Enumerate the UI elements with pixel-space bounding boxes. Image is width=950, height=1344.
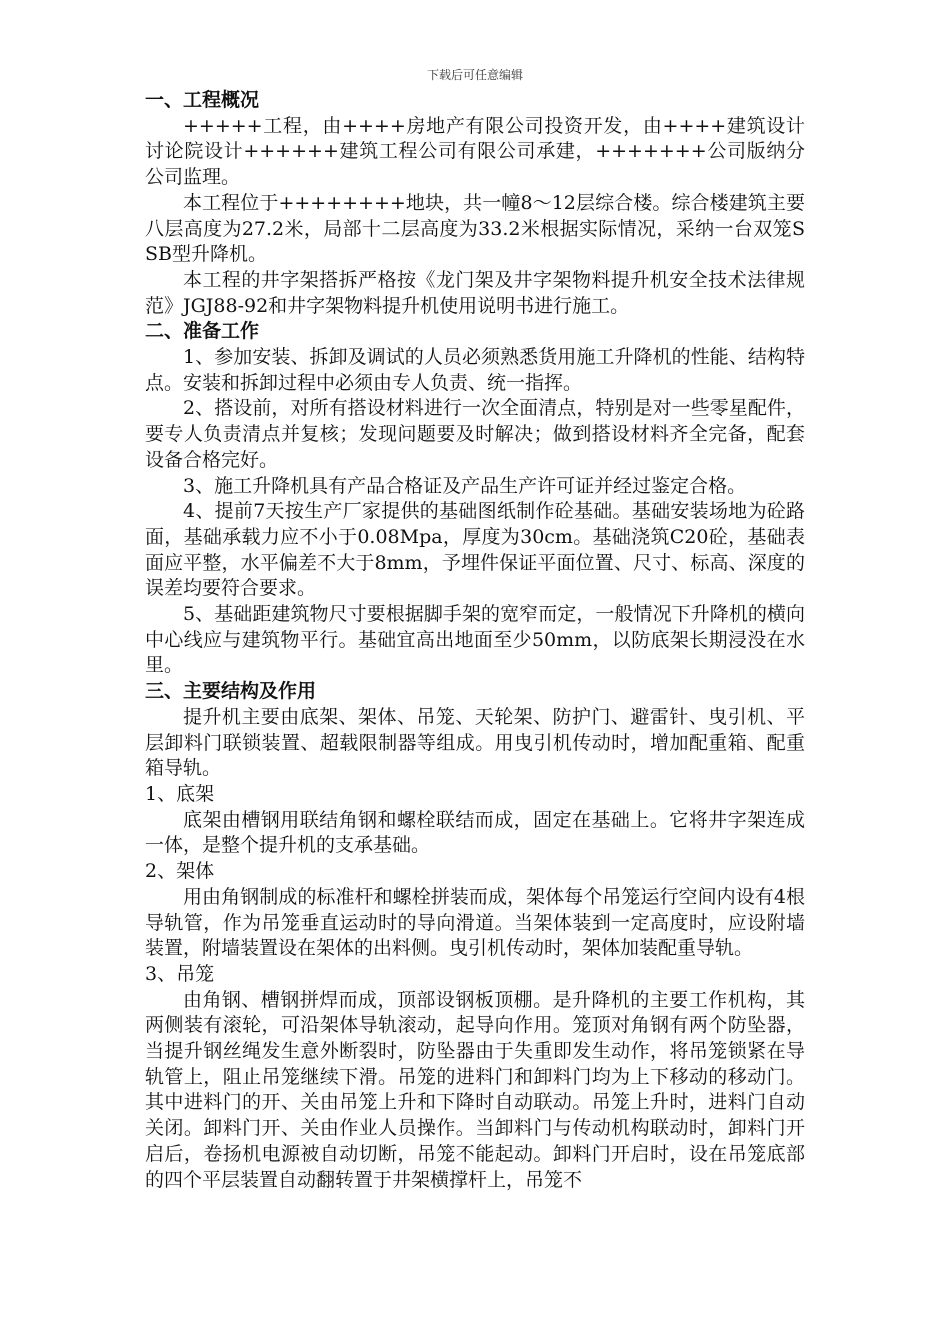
paragraph: 底架由槽钢用联结角钢和螺栓联结而成，固定在基础上。它将井字架连成一体，是整个提升机的支承基础。	[145, 808, 805, 857]
subsection-heading-cage: 3、吊笼	[145, 962, 215, 985]
paragraph: +++++工程，由++++房地产有限公司投资开发，由++++建筑设计讨论院设计++++++建筑工程公司有限公司承建，+++++++公司版纳分公司监理。	[145, 114, 805, 189]
document-body	[145, 88, 805, 1193]
paragraph: 由角钢、槽钢拼焊而成，顶部设钢板顶棚。是升降机的主要工作机构，其两侧装有滚轮，可沿架体导轨滚动，起导向作用。笼顶对角钢有两个防坠器，当提升钢丝绳发生意外断裂时，防坠器由于失重即发生动作，将吊笼锁紧在导轨管上，阻止吊笼继续下滑。吊笼的进料门和卸料门均为上下移动的移动门。其中进料门的开、关由吊笼上升和下降时自动联动。吊笼上升时，进料门自动关闭。卸料门开、关由作业人员操作。当卸料门与传动机构联动时，卸料门开启后，卷扬机电源被自动切断，吊笼不能起动。卸料门开启时，设在吊笼底部的四个平层装置自动翻转置于井架横撑杆上，吊笼不	[145, 988, 805, 1191]
paragraph: 用由角钢制成的标准杆和螺栓拼装而成，架体每个吊笼运行空间内设有4根导轨管，作为吊笼垂直运动时的导向滑道。当架体装到一定高度时，应设附墙装置，附墙装置设在架体的出料侧。曳引机传动时，架体加装配重导轨。	[145, 885, 805, 960]
paragraph: 1、参加安装、拆卸及调试的人员必须熟悉货用施工升降机的性能、结构特点。安装和拆卸过程中必须由专人负责、统一指挥。	[145, 346, 805, 394]
paragraph: 本工程位于++++++++地块，共一幢8～12层综合楼。综合楼建筑主要八层高度为27.2米，局部十二层高度为33.2米根据实际情况，采纳一台双笼SSB型升降机。	[145, 191, 805, 266]
paragraph: 5、基础距建筑物尺寸要根据脚手架的宽窄而定，一般情况下升降机的横向中心线应与建筑物平行。基础宜高出地面至少50mm，以防底架长期浸没在水里。	[145, 603, 805, 677]
subsection-heading-base-frame: 1、底架	[145, 782, 215, 805]
paragraph: 2、搭设前，对所有搭设材料进行一次全面清点，特别是对一些零星配件，要专人负责清点并复核；发现问题要及时解决；做到搭设材料齐全完备，配套设备合格完好。	[145, 397, 805, 471]
subsection-heading-frame-body: 2、架体	[145, 860, 215, 883]
page-header-note: 下载后可任意编辑	[426, 68, 523, 82]
section-3-heading: 三、主要结构及作用	[145, 680, 317, 703]
paragraph: 4、提前7天按生产厂家提供的基础图纸制作砼基础。基础安装场地为砼路面，基础承载力应不小于0.08Mpa，厚度为30cm。基础浇筑C20砼，基础表面应平整，水平偏差不大于8mm，予埋件保证平面位置、尺寸、标高、深度的误差均要符合要求。	[145, 500, 805, 600]
paragraph: 本工程的井字架搭拆严格按《龙门架及井字架物料提升机安全技术法律规范》JGJ88-92和井字架物料提升机使用说明书进行施工。	[145, 268, 805, 317]
paragraph: 3、施工升降机具有产品合格证及产品生产许可证并经过鉴定合格。	[183, 474, 747, 497]
section-2-heading: 二、准备工作	[145, 320, 260, 343]
section-1-heading: 一、工程概况	[145, 89, 260, 111]
paragraph: 提升机主要由底架、架体、吊笼、天轮架、防护门、避雷针、曳引机、平层卸料门联锁装置、超载限制器等组成。用曳引机传动时，增加配重箱、配重箱导轨。	[145, 705, 805, 780]
